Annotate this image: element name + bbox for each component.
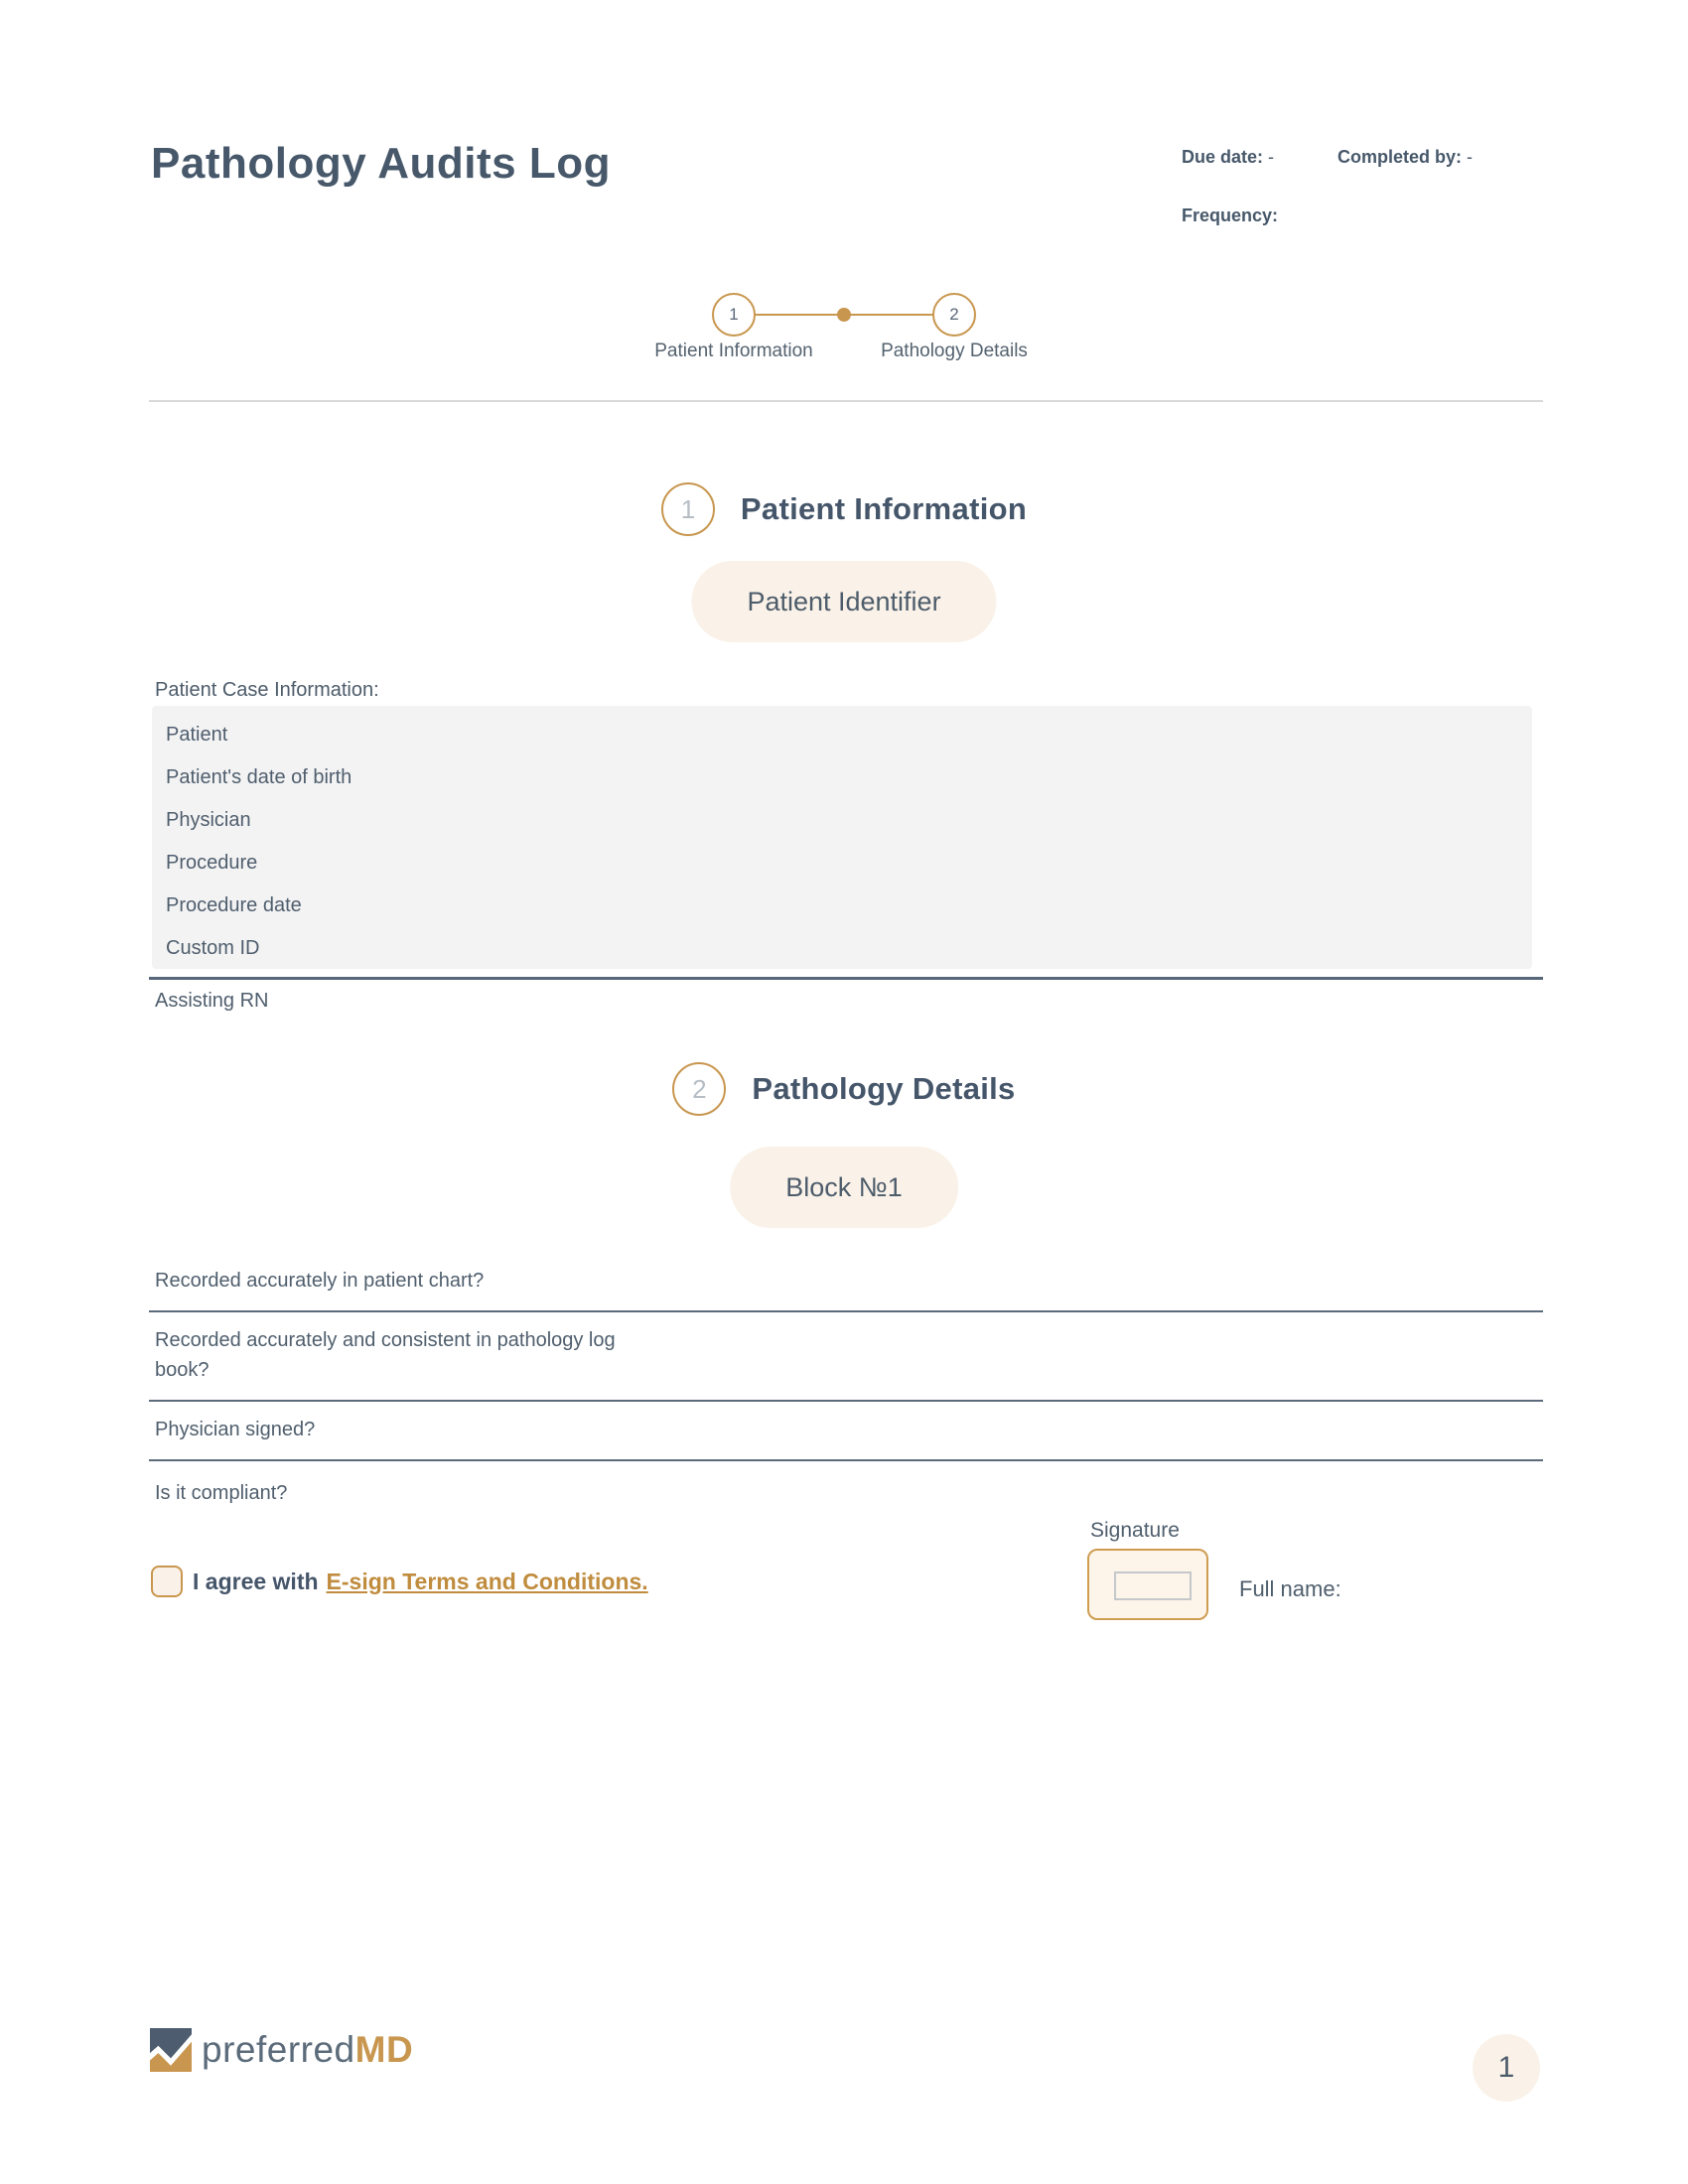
completed-by [1337, 147, 1473, 168]
page-title: Pathology Audits Log [151, 139, 611, 188]
logo-checkmark-icon [150, 2027, 192, 2073]
patient-case-info-panel [152, 706, 1532, 969]
section-1-number-badge: 1 [661, 482, 715, 536]
signature-stamp-placeholder [1114, 1571, 1192, 1600]
question-recorded-in-log-book: Recorded accurately and consistent in pathology log book? [155, 1329, 616, 1381]
header-divider [149, 400, 1543, 402]
question-row [149, 1312, 1543, 1402]
question-is-it-compliant: Is it compliant? [155, 1482, 288, 1504]
stepper-label-pathology-details: Pathology Details [881, 341, 1028, 361]
logo-text: preferred [202, 2029, 355, 2070]
frequency-label: Frequency: [1182, 205, 1279, 225]
fields-bottom-rule [149, 977, 1543, 980]
stepper-step-1-number: 1 [729, 305, 739, 324]
signature-field[interactable] [1087, 1549, 1208, 1620]
agreement-row [151, 1563, 648, 1600]
field-row-procedure-date: Procedure date [166, 894, 302, 916]
field-row-patient: Patient [166, 724, 228, 746]
due-date-label: Due date: [1182, 147, 1264, 167]
preferredmd-logo [150, 2027, 413, 2073]
block-number-badge: Block №1 [730, 1147, 958, 1228]
stepper-step-2-number: 2 [949, 305, 959, 324]
logo-wordmark [202, 2029, 413, 2071]
stepper-step-2[interactable] [932, 293, 976, 337]
stepper-connector [756, 314, 932, 316]
agree-label: I agree with [193, 1568, 319, 1594]
assisting-rn-label: Assisting RN [155, 990, 269, 1012]
page-number-badge [1473, 2034, 1540, 2102]
section-patient-information-header [0, 482, 1688, 536]
agree-checkbox[interactable] [151, 1566, 183, 1597]
page-number: 1 [1497, 2051, 1515, 2084]
due-date-value: - [1268, 147, 1275, 167]
completed-by-value: - [1467, 147, 1474, 167]
stepper-step-1[interactable] [712, 293, 756, 337]
stepper-label-patient-information: Patient Information [654, 341, 813, 361]
completed-by-label: Completed by: [1337, 147, 1463, 167]
logo-accent-text: MD [354, 2029, 414, 2070]
section-2-number-badge: 2 [672, 1062, 726, 1116]
full-name-label: Full name: [1239, 1576, 1341, 1601]
frequency [1182, 205, 1278, 226]
question-row [149, 1402, 1543, 1461]
field-row-procedure: Procedure [166, 852, 258, 874]
esign-terms-link[interactable]: E-sign Terms and Conditions. [326, 1568, 648, 1594]
section-2-title: Pathology Details [752, 1071, 1016, 1106]
field-row-physician: Physician [166, 809, 251, 831]
question-physician-signed: Physician signed? [155, 1419, 316, 1440]
due-date [1182, 147, 1274, 168]
patient-identifier-badge: Patient Identifier [691, 561, 996, 642]
signature-label: Signature [1090, 1519, 1180, 1542]
field-row-patient-dob: Patient's date of birth [166, 766, 352, 788]
field-row-custom-id: Custom ID [166, 937, 260, 959]
question-row [149, 1253, 1543, 1312]
stepper-dot [837, 308, 851, 322]
patient-case-info-label: Patient Case Information: [155, 679, 379, 701]
question-recorded-in-chart: Recorded accurately in patient chart? [155, 1270, 485, 1292]
section-pathology-details-header [0, 1062, 1688, 1116]
stepper [712, 293, 976, 337]
pathology-questions [149, 1253, 1543, 1523]
question-row [149, 1461, 1543, 1523]
section-1-title: Patient Information [740, 491, 1028, 526]
